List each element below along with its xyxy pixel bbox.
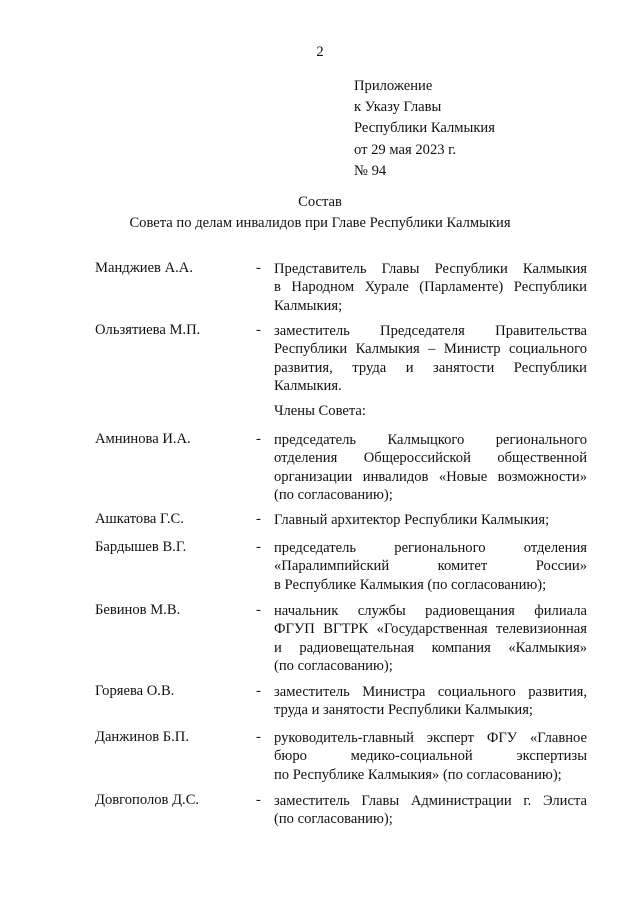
- position-line: по Республике Калмыкия» (по согласованию);: [274, 766, 562, 783]
- position-line: отделения Общероссийской общественной: [274, 450, 587, 467]
- member-name: Ашкатова Г.С.: [95, 511, 184, 527]
- position-line: и радиовещательная компания «Калмыкия»: [274, 639, 587, 656]
- position-line: в Республике Калмыкия (по согласованию);: [274, 576, 547, 593]
- position-line: руководитель-главный эксперт ФГУ «Главное: [274, 730, 587, 746]
- position-line: начальник службы радиовещания филиала: [274, 603, 587, 619]
- member-name: Манджиев А.А.: [95, 260, 193, 276]
- member-position: [274, 683, 587, 720]
- position-line: Калмыкия;: [274, 297, 343, 314]
- dash-separator: -: [256, 511, 261, 527]
- members-heading: Члены Совета:: [274, 403, 366, 419]
- member-name: Ользятиева М.П.: [95, 322, 201, 338]
- position-line: заместитель Председателя Правительства: [274, 323, 587, 339]
- member-name: Довгополов Д.С.: [95, 792, 200, 808]
- member-name: Амнинова И.А.: [95, 431, 191, 447]
- position-line: Представитель Главы Республики Калмыкия: [274, 261, 587, 277]
- page-number: 2: [316, 44, 324, 60]
- dash-separator: -: [256, 729, 261, 745]
- position-line: председатель регионального отделения: [274, 540, 587, 556]
- title-line-2: Совета по делам инвалидов при Главе Республики Калмыкия: [129, 215, 511, 231]
- member-name: Горяева О.В.: [95, 683, 175, 699]
- position-line: в Народном Хурале (Парламенте) Республики: [274, 279, 587, 296]
- dash-separator: -: [256, 431, 261, 447]
- member-position: [274, 729, 587, 784]
- position-line: Республики Калмыкия – Министр социального: [274, 341, 587, 358]
- position-line: организации инвалидов «Новые возможности»: [274, 468, 587, 485]
- position-line: труда и занятости Республики Калмыкия;: [274, 702, 533, 719]
- member-name: Бардышев В.Г.: [95, 539, 187, 555]
- position-line: заместитель Главы Администрации г. Элиста: [274, 793, 587, 809]
- member-position: [274, 602, 587, 676]
- member-position: [274, 431, 587, 505]
- appendix-line: Приложение: [354, 78, 433, 94]
- position-line: ФГУП ВГТРК «Государственная телевизионная: [274, 621, 587, 638]
- dash-separator: -: [256, 322, 261, 338]
- appendix-line: к Указу Главы: [354, 99, 442, 116]
- appendix-line: Республики Калмыкия: [354, 120, 495, 137]
- member-position: [274, 322, 587, 396]
- member-position: [274, 260, 587, 315]
- dash-separator: -: [256, 539, 261, 555]
- member-name: Данжинов Б.П.: [95, 729, 189, 745]
- dash-separator: -: [256, 683, 261, 699]
- position-line: Главный архитектор Республики Калмыкия;: [274, 512, 550, 528]
- member-position: [274, 511, 587, 529]
- title-line-1: Состав: [298, 194, 342, 210]
- position-line: развития, труда и занятости Республики: [274, 359, 587, 376]
- position-line: бюро медико-социальной экспертизы: [274, 748, 587, 765]
- member-position: [274, 792, 587, 829]
- dash-separator: -: [256, 792, 261, 808]
- position-line: заместитель Министра социального развития,: [274, 684, 587, 700]
- appendix-line: от 29 мая 2023 г.: [354, 141, 457, 158]
- member-name: Бевинов М.В.: [95, 602, 181, 618]
- position-line: (по согласованию);: [274, 487, 393, 504]
- appendix-block: [354, 76, 495, 182]
- position-line: председатель Калмыцкого регионального: [274, 432, 587, 448]
- position-line: (по согласованию);: [274, 811, 393, 828]
- position-line: Калмыкия.: [274, 378, 342, 395]
- appendix-line: № 94: [354, 162, 387, 179]
- position-line: «Паралимпийский комитет России»: [274, 558, 587, 575]
- position-line: (по согласованию);: [274, 658, 393, 675]
- member-position: [274, 539, 587, 594]
- dash-separator: -: [256, 260, 261, 276]
- dash-separator: -: [256, 602, 261, 618]
